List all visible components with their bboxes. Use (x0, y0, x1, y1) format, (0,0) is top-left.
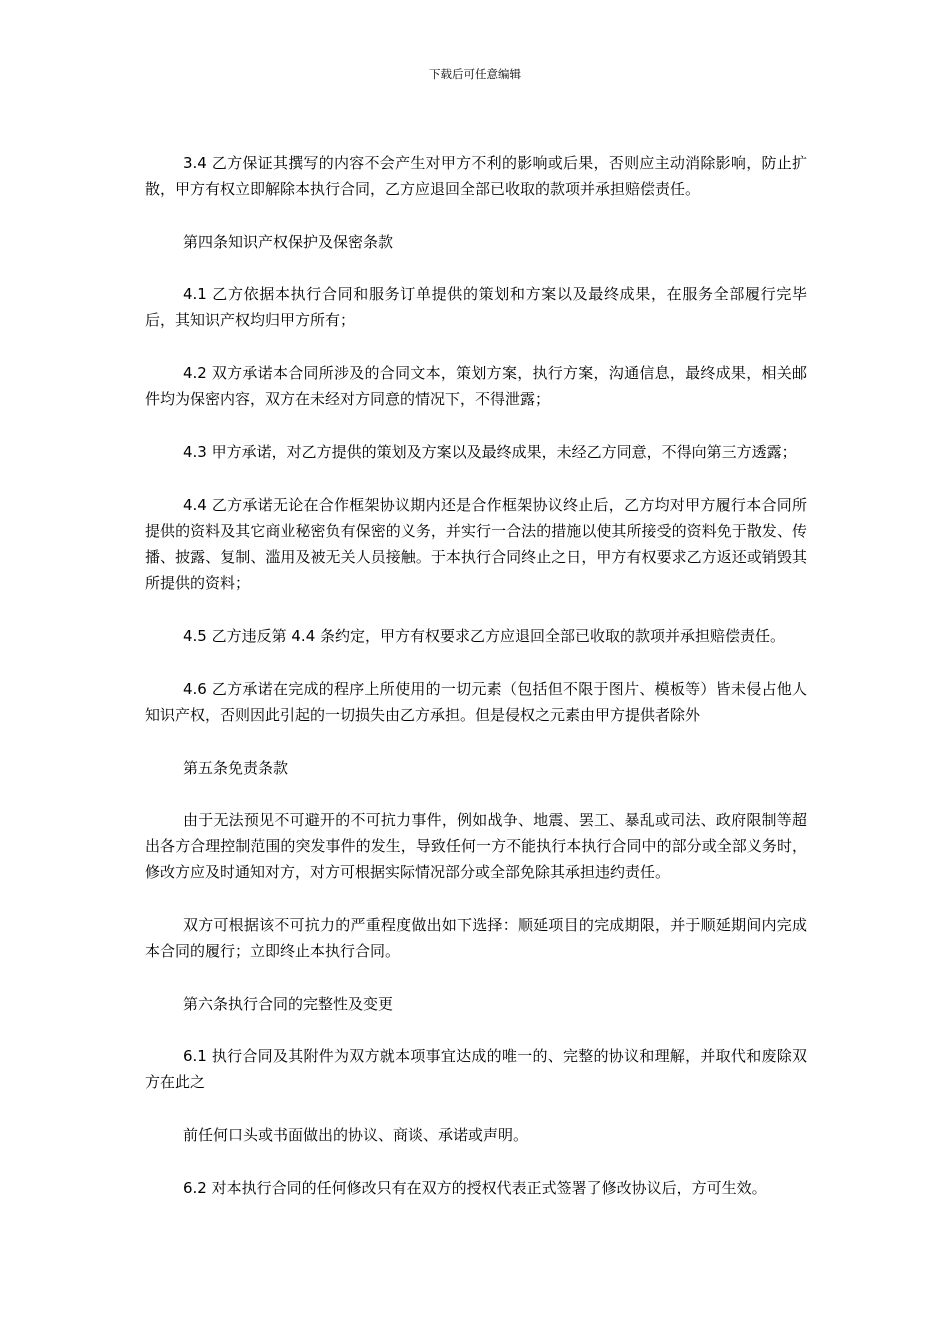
section-heading-article-6: 第六条执行合同的完整性及变更 (183, 995, 394, 1013)
paragraph-force-majeure-options: 双方可根据该不可抗力的严重程度做出如下选择：顺延项目的完成期限，并于顺延期间内完成本合同的履行；立即终止本执行合同。 (145, 916, 807, 960)
page-header: 下载后可任意编辑 (429, 67, 521, 81)
paragraph-4-6: 4.6 乙方承诺在完成的程序上所使用的一切元素（包括但不限于图片、模板等）皆未侵占他人知识产权，否则因此引起的一切损失由乙方承担。但是侵权之元素由甲方提供者除外 (145, 680, 807, 724)
paragraph-4-3: 4.3 甲方承诺，对乙方提供的策划及方案以及最终成果，未经乙方同意，不得向第三方透露； (183, 443, 797, 461)
paragraph-4-1: 4.1 乙方依据本执行合同和服务订单提供的策划和方案以及最终成果，在服务全部履行完毕后，其知识产权均归甲方所有； (145, 285, 807, 329)
document-body (145, 150, 807, 1228)
paragraph-3-4: 3.4 乙方保证其撰写的内容不会产生对甲方不利的影响或后果，否则应主动消除影响，防止扩散，甲方有权立即解除本执行合同，乙方应退回全部已收取的款项并承担赔偿责任。 (145, 154, 807, 198)
paragraph-6-1: 6.1 执行合同及其附件为双方就本项事宜达成的唯一的、完整的协议和理解，并取代和废除双方在此之 (145, 1047, 807, 1091)
paragraph-6-2: 6.2 对本执行合同的任何修改只有在双方的授权代表正式签署了修改协议后，方可生效。 (183, 1179, 767, 1197)
section-heading-article-4: 第四条知识产权保护及保密条款 (183, 233, 394, 251)
paragraph-force-majeure: 由于无法预见不可避开的不可抗力事件，例如战争、地震、罢工、暴乱或司法、政府限制等超出各方合理控制范围的突发事件的发生，导致任何一方不能执行本执行合同中的部分或全部义务时，修改方应及时通知对方，对方可根据实际情况部分或全部免除其承担违约责任。 (145, 811, 807, 881)
paragraph-4-4: 4.4 乙方承诺无论在合作框架协议期内还是合作框架协议终止后，乙方均对甲方履行本合同所提供的资料及其它商业秘密负有保密的义务，并实行一合法的措施以使其所接受的资料免于散发、传播、披露、复制、滥用及被无关人员接触。于本执行合同终止之日，甲方有权要求乙方返还或销毁其所提供的资料； (145, 496, 807, 592)
section-heading-article-5: 第五条免责条款 (183, 759, 289, 777)
paragraph-4-5: 4.5 乙方违反第 4.4 条约定，甲方有权要求乙方应退回全部已收取的款项并承担赔偿责任。 (183, 627, 786, 645)
paragraph-6-1-continued: 前任何口头或书面做出的协议、商谈、承诺或声明。 (183, 1126, 529, 1144)
paragraph-4-2: 4.2 双方承诺本合同所涉及的合同文本，策划方案，执行方案，沟通信息，最终成果，相关邮件均为保密内容，双方在未经对方同意的情况下，不得泄露； (145, 364, 807, 408)
